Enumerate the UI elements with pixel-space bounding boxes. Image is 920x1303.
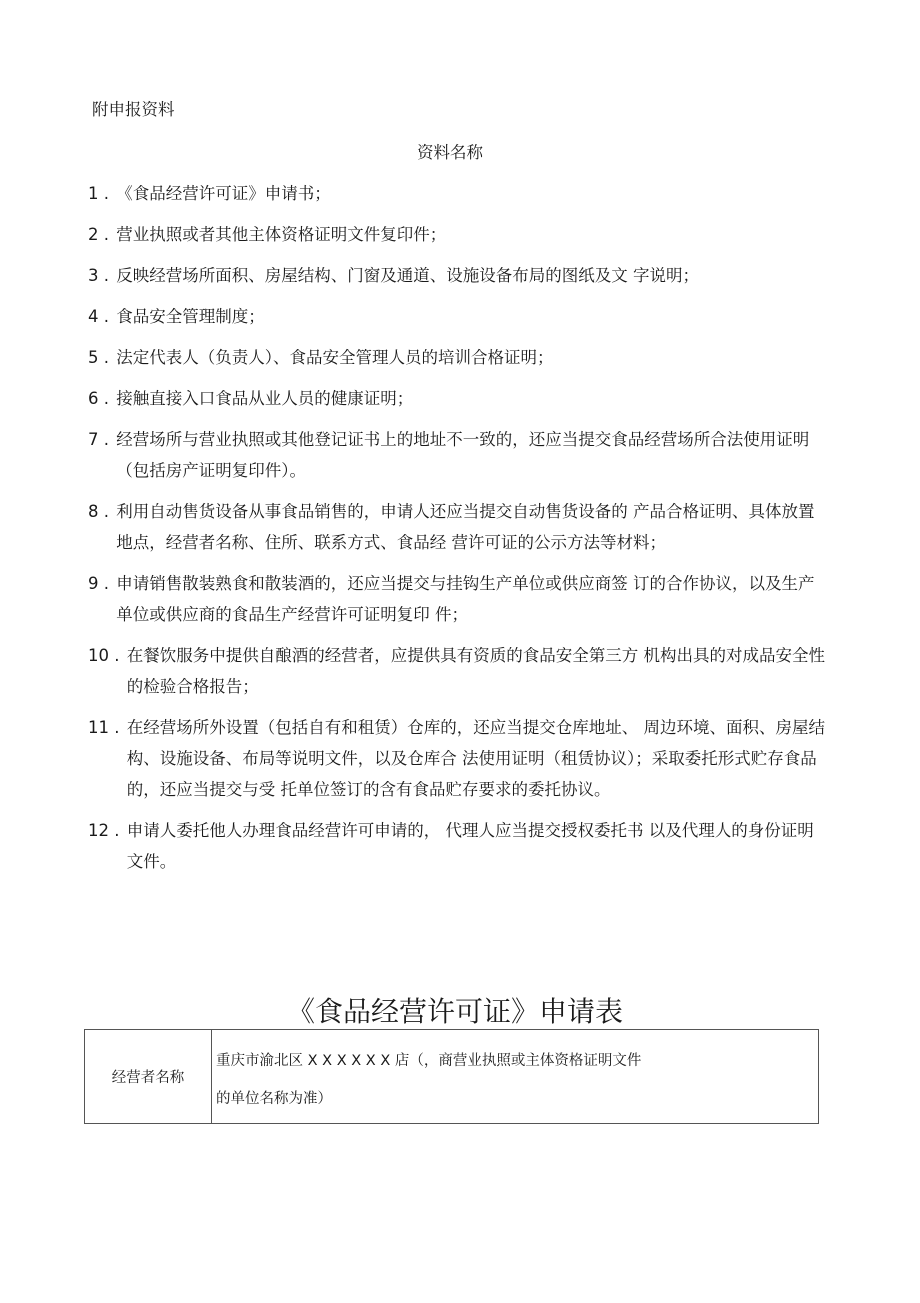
operator-name-line: 的单位名称为准）: [216, 1090, 332, 1107]
item-number: 12 .: [88, 821, 125, 840]
item-number: 3 .: [88, 266, 115, 285]
item-number: 2 .: [88, 225, 115, 244]
operator-name-line: 重庆市渝北区 X X X X X X 店（，商营业执照或主体资格证明文件: [216, 1052, 642, 1069]
item-text: 反映经营场所面积、房屋结构、门窗及通道、设施设备布局的图纸及文 字说明；: [116, 266, 699, 285]
list-item: [88, 219, 828, 250]
form-title: 《食品经营许可证》申请表: [286, 995, 623, 1028]
section-title: 资料名称: [417, 143, 483, 162]
item-number: 7 .: [88, 430, 115, 449]
table-row: [85, 1030, 819, 1124]
item-number: 9 .: [88, 574, 115, 593]
list-item: [88, 640, 828, 702]
item-text: 法定代表人（负责人）、食品安全管理人员的培训合格证明；: [116, 348, 554, 367]
materials-list: [88, 178, 828, 887]
item-number: 8 .: [88, 502, 115, 521]
application-form-table: [84, 1029, 819, 1124]
item-text: 在餐饮服务中提供自酿酒的经营者，应提供具有资质的食品安全第三方 机构出具的对成品安全性的检验合格报告；: [126, 646, 825, 696]
item-number: 5 .: [88, 348, 115, 367]
item-number: 6 .: [88, 389, 115, 408]
item-text: 利用自动售货设备从事食品销售的，申请人还应当提交自动售货设备的 产品合格证明、具体放置地点，经营者名称、住所、联系方式、食品经 营许可证的公示方法等材料；: [116, 502, 815, 552]
list-item: [88, 568, 828, 630]
item-text: 在经营场所外设置（包括自有和租赁）仓库的，还应当提交仓库地址、 周边环境、面积、房屋结构、设施设备、布局等说明文件，以及仓库合 法使用证明（租赁协议）；采取委托形式贮存食品的，还应当提交与受 托单位签订的含有食品贮存要求的委托协议。: [126, 718, 825, 799]
list-item: [88, 496, 828, 558]
list-item: [88, 383, 828, 414]
attachment-heading: 附申报资料: [92, 100, 175, 119]
item-text: 营业执照或者其他主体资格证明文件复印件；: [116, 225, 447, 244]
item-number: 4 .: [88, 307, 115, 326]
item-text: 经营场所与营业执照或其他登记证书上的地址不一致的，还应当提交食品经营场所合法使用证明（包括房产证明复印件）。: [116, 430, 810, 480]
list-item: [88, 178, 828, 209]
list-item: [88, 712, 828, 805]
list-item: [88, 301, 828, 332]
list-item: [88, 342, 828, 373]
item-text: 接触直接入口食品从业人员的健康证明；: [116, 389, 414, 408]
list-item: [88, 260, 828, 291]
item-text: 申请销售散装熟食和散装酒的，还应当提交与挂钩生产单位或供应商签 订的合作协议，以及生产单位或供应商的食品生产经营许可证明复印 件；: [116, 574, 815, 624]
item-number: 11 .: [88, 718, 125, 737]
list-item: [88, 815, 828, 877]
item-number: 10 .: [88, 646, 125, 665]
operator-name-value: [212, 1030, 819, 1124]
item-number: 1 .: [88, 184, 115, 203]
list-item: [88, 424, 828, 486]
item-text: 《食品经营许可证》申请书；: [116, 184, 331, 203]
item-text: 申请人委托他人办理食品经营许可申请的， 代理人应当提交授权委托书 以及代理人的身份证明文件。: [126, 821, 814, 871]
operator-name-label: 经营者名称: [85, 1030, 212, 1124]
item-text: 食品安全管理制度；: [116, 307, 265, 326]
